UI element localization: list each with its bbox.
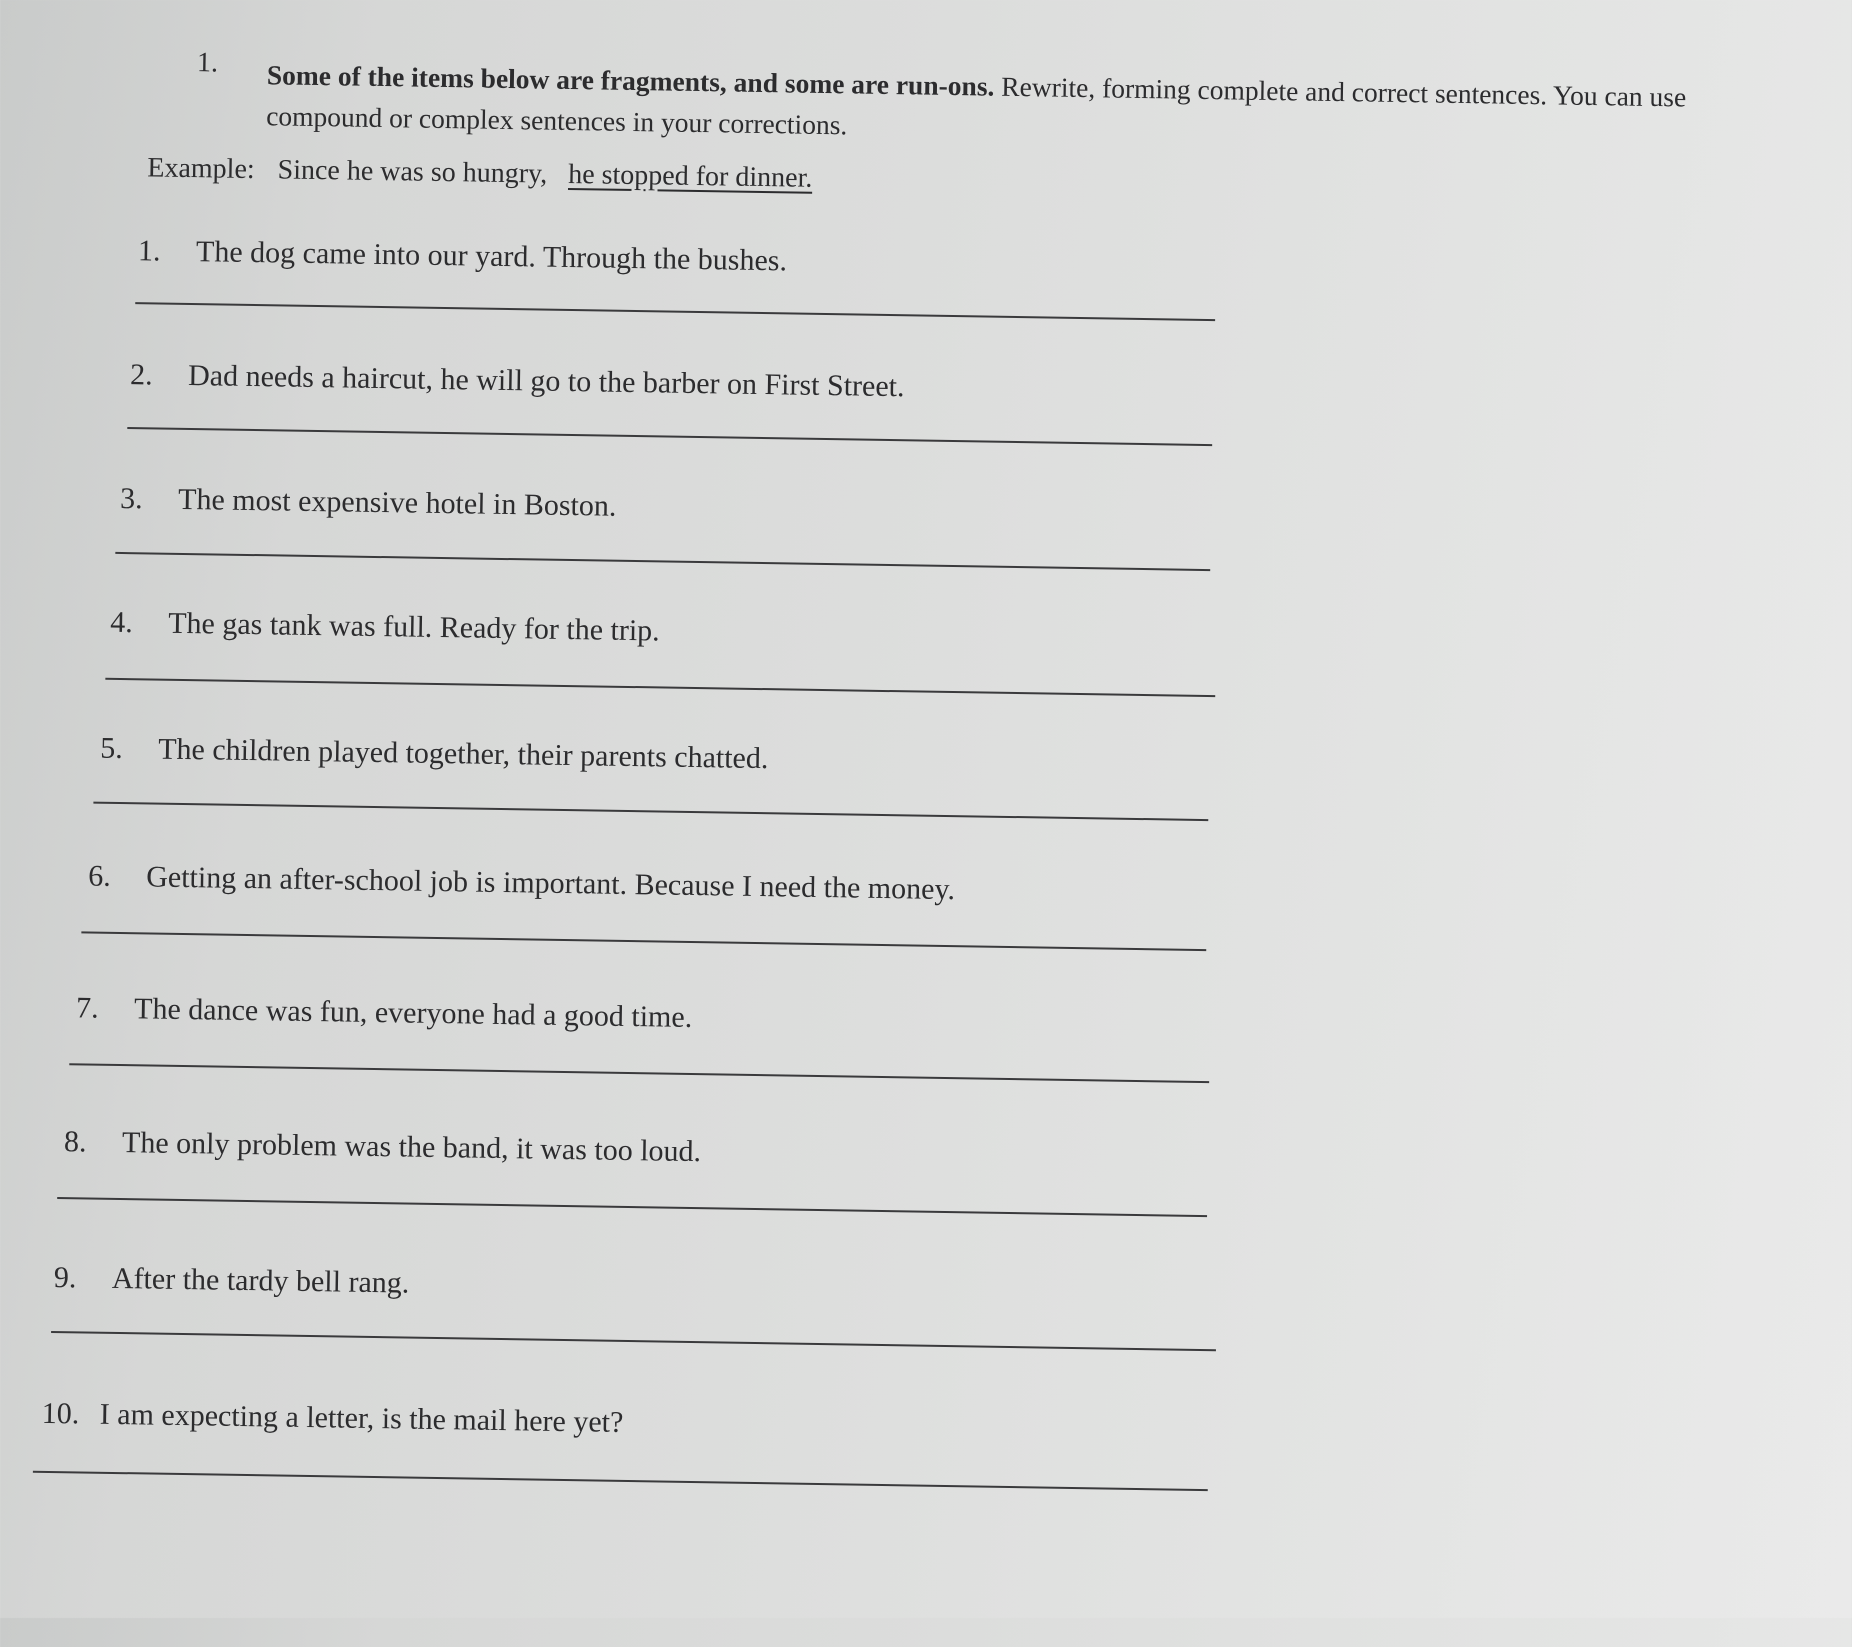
item-text: The dance was fun, everyone had a good time. [133,992,693,1034]
exercise-item [54,1261,410,1301]
item-text: The dog came into our yard. Through the bushes. [195,235,788,278]
answer-line[interactable] [127,427,1212,446]
exercise-item [88,859,955,907]
exercise-item [110,606,660,649]
exercise-item [120,482,617,524]
item-text: Getting an after-school job is important. Because I need the money. [145,860,956,907]
example-label: Example: [147,152,255,186]
exercise-item [100,732,769,776]
exercise-item [64,1125,702,1169]
answer-line[interactable] [93,802,1208,822]
exercise-item [138,234,787,278]
instructions-normal-text: Rewrite, forming complete and correct sentences. You can use compound or complex sentences in your corrections. [265,70,1687,141]
item-number: 2. [129,358,153,392]
item-number: 7. [75,991,99,1025]
answer-line[interactable] [135,302,1215,321]
item-text: The gas tank was full. Ready for the trip. [167,606,660,648]
example-prompt: Since he was so hungry, [277,154,548,190]
answer-line[interactable] [105,678,1215,697]
example-answer: he stopped for dinner. [567,158,813,194]
exercise-item [130,358,905,404]
answer-line[interactable] [57,1197,1207,1217]
item-number: 10. [41,1396,80,1431]
item-number: 6. [87,859,112,893]
item-text: The most expensive hotel in Boston. [177,482,617,523]
item-text: After the tardy bell rang. [111,1261,410,1300]
item-number: 4. [109,605,133,640]
item-text: The only problem was the band, it was too loud. [121,1126,702,1169]
example [147,152,812,194]
item-number: 5. [100,731,124,766]
item-text: I am expecting a letter, is the mail here yet? [99,1397,624,1439]
item-number: 1. [137,234,161,268]
answer-line[interactable] [69,1063,1209,1083]
item-text: Dad needs a haircut, he will go to the barber on First Street. [187,359,905,404]
answer-line[interactable] [51,1331,1216,1351]
item-number: 3. [119,481,143,516]
instructions-number: 1. [196,47,219,79]
answer-line[interactable] [115,552,1210,571]
item-text: The children played together, their parents chatted. [157,732,769,776]
answer-line[interactable] [81,931,1206,951]
instructions [266,54,1807,160]
item-number: 9. [53,1261,77,1295]
item-number: 8. [63,1125,87,1159]
answer-line[interactable] [33,1471,1208,1491]
exercise-item [42,1397,624,1440]
exercise-item [76,991,693,1035]
instructions-bold-text: Some of the items below are fragments, and some are run-ons. [266,59,995,102]
